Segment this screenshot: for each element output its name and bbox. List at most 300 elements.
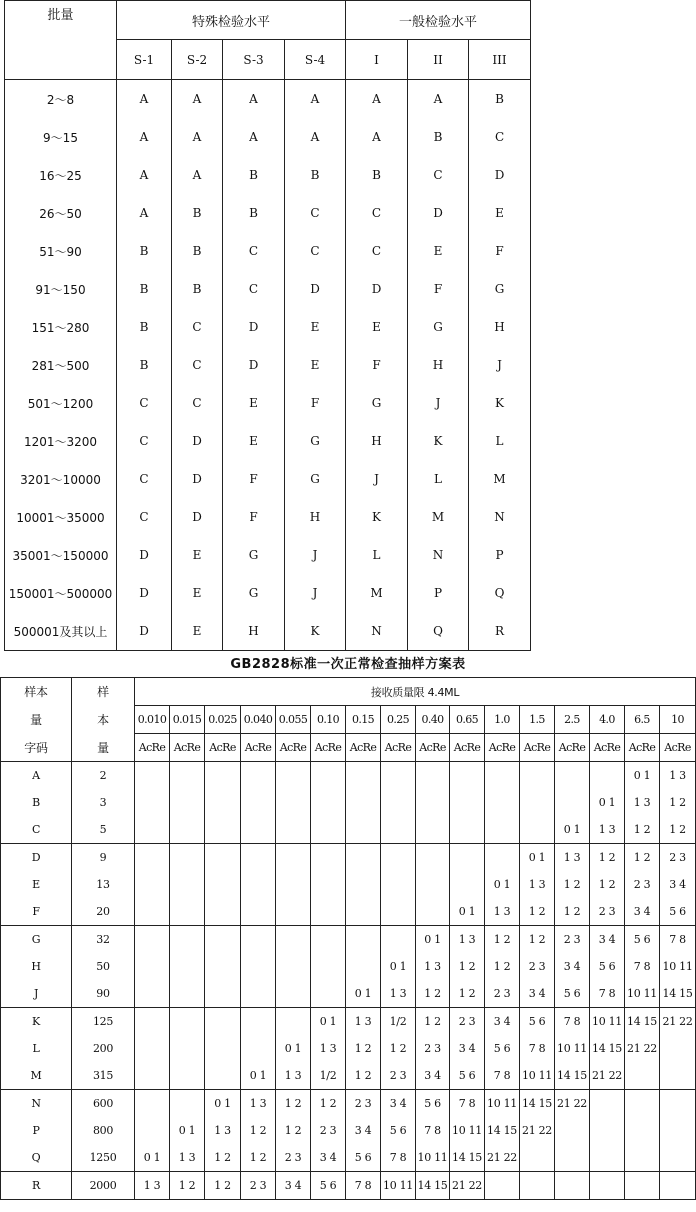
acre-value-cell: [276, 844, 311, 872]
code-letter-cell: A: [172, 156, 223, 194]
acre-value-cell: 0 1: [346, 980, 381, 1008]
acre-value-cell: [170, 1090, 205, 1118]
batch-size-cell: 3201～10000: [5, 460, 117, 498]
code-letter-cell: E: [346, 308, 408, 346]
batch-size-cell: 16～25: [5, 156, 117, 194]
code-letter-cell: C: [346, 232, 408, 270]
code-letter-cell: H: [469, 308, 531, 346]
acre-value-cell: [276, 789, 311, 816]
acre-value-cell: 1 2: [346, 1062, 381, 1090]
acre-value-cell: 2 3: [241, 1172, 276, 1200]
acre-value-cell: 1 3: [135, 1172, 170, 1200]
acre-value-cell: 1 2: [311, 1090, 346, 1118]
acre-value-cell: [170, 1008, 205, 1036]
code-letter-cell: B: [117, 346, 172, 384]
acre-value-cell: [170, 789, 205, 816]
acre-value-cell: 3 4: [416, 1062, 450, 1090]
code-letter-cell: D: [223, 308, 285, 346]
acre-value-cell: 2 3: [311, 1117, 346, 1144]
acre-value-cell: [416, 789, 450, 816]
sample-size-cell: 13: [72, 871, 135, 898]
sample-size-cell: 50: [72, 953, 135, 980]
acre-value-cell: [205, 844, 241, 872]
acre-value-cell: [381, 898, 416, 926]
code-letter-cell: C: [285, 232, 346, 270]
acre-value-cell: 1 2: [416, 980, 450, 1008]
acre-value-cell: 21 22: [555, 1090, 590, 1118]
level-row: [5, 232, 531, 270]
code-letter-cell: B: [117, 232, 172, 270]
sampling-row: [1, 1008, 696, 1036]
acre-value-cell: 1 3: [205, 1117, 241, 1144]
acre-value-cell: [311, 898, 346, 926]
acre-value-cell: [520, 1144, 555, 1172]
acre-value-cell: [135, 1062, 170, 1090]
acre-value-cell: 1 2: [485, 926, 520, 954]
acre-value-cell: [485, 844, 520, 872]
acre-value-cell: 21 22: [625, 1035, 660, 1062]
acre-value-cell: 1 2: [660, 789, 696, 816]
acre-value-cell: [660, 1062, 696, 1090]
size-header-1: 样: [72, 678, 135, 706]
aql-value-cell: 0.10: [311, 706, 346, 734]
code-letter-cell: C: [223, 232, 285, 270]
sampling-row: [1, 1090, 696, 1118]
acre-value-cell: 10 11: [625, 980, 660, 1008]
acre-value-cell: [590, 1090, 625, 1118]
acre-value-cell: [450, 762, 485, 790]
acre-value-cell: 14 15: [555, 1062, 590, 1090]
acre-value-cell: 1/2: [381, 1008, 416, 1036]
sample-code-cell: K: [1, 1008, 72, 1036]
acre-label-cell: AcRe: [625, 734, 660, 762]
sample-size-cell: 600: [72, 1090, 135, 1118]
code-letter-cell: B: [408, 118, 469, 156]
acre-value-cell: 1 2: [450, 980, 485, 1008]
code-letter-cell: J: [285, 536, 346, 574]
acre-value-cell: 7 8: [555, 1008, 590, 1036]
acre-value-cell: 1 2: [205, 1172, 241, 1200]
code-letter-cell: E: [285, 308, 346, 346]
code-letter-cell: G: [469, 270, 531, 308]
code-letter-cell: G: [223, 574, 285, 612]
acre-value-cell: [346, 898, 381, 926]
acre-value-cell: [520, 1172, 555, 1200]
acre-value-cell: 10 11: [450, 1117, 485, 1144]
acre-value-cell: 5 6: [555, 980, 590, 1008]
acre-value-cell: 14 15: [520, 1090, 555, 1118]
acre-value-cell: [346, 789, 381, 816]
level-s1: S-1: [117, 40, 172, 80]
acre-value-cell: 21 22: [520, 1117, 555, 1144]
acre-value-cell: [346, 816, 381, 844]
acre-value-cell: 7 8: [660, 926, 696, 954]
code-letter-cell: Q: [469, 574, 531, 612]
code-letter-cell: G: [285, 422, 346, 460]
acre-value-cell: [660, 1117, 696, 1144]
level-iii: III: [469, 40, 531, 80]
acre-value-cell: [485, 1172, 520, 1200]
acre-label-cell: AcRe: [660, 734, 696, 762]
acre-value-cell: [485, 762, 520, 790]
level-row: [5, 612, 531, 651]
acre-value-cell: [311, 816, 346, 844]
acre-value-cell: [276, 980, 311, 1008]
acre-value-cell: 14 15: [485, 1117, 520, 1144]
acre-value-cell: [205, 762, 241, 790]
acre-value-cell: 7 8: [416, 1117, 450, 1144]
special-level-header: 特殊检验水平: [117, 1, 346, 40]
acre-label-cell: AcRe: [205, 734, 241, 762]
code-letter-cell: E: [285, 346, 346, 384]
aql-value-cell: 0.025: [205, 706, 241, 734]
code-letter-cell: D: [172, 498, 223, 536]
level-s2: S-2: [172, 40, 223, 80]
sample-size-cell: 32: [72, 926, 135, 954]
acre-value-cell: 1 2: [205, 1144, 241, 1172]
code-letter-cell: A: [172, 118, 223, 156]
code-letter-cell: B: [346, 156, 408, 194]
acre-value-cell: [276, 816, 311, 844]
acre-value-cell: 5 6: [346, 1144, 381, 1172]
acre-value-cell: 2 3: [416, 1035, 450, 1062]
sampling-row: [1, 898, 696, 926]
code-letter-cell: A: [223, 118, 285, 156]
aql-value-cell: 0.25: [381, 706, 416, 734]
code-letter-cell: D: [285, 270, 346, 308]
acre-value-cell: 21 22: [450, 1172, 485, 1200]
acre-value-cell: [590, 1172, 625, 1200]
code-letter-cell: A: [408, 80, 469, 119]
batch-size-cell: 1201～3200: [5, 422, 117, 460]
code-letter-cell: A: [223, 80, 285, 119]
acre-value-cell: [555, 1144, 590, 1172]
acre-value-cell: [276, 926, 311, 954]
sample-size-cell: 90: [72, 980, 135, 1008]
acre-value-cell: 1 3: [276, 1062, 311, 1090]
acre-value-cell: [170, 871, 205, 898]
sample-code-cell: N: [1, 1090, 72, 1118]
acre-value-cell: [135, 1008, 170, 1036]
acre-value-cell: [381, 926, 416, 954]
acre-value-cell: [555, 762, 590, 790]
code-letter-cell: D: [172, 460, 223, 498]
sample-size-cell: 5: [72, 816, 135, 844]
sample-size-cell: 315: [72, 1062, 135, 1090]
code-letter-cell: F: [346, 346, 408, 384]
acre-value-cell: [241, 1008, 276, 1036]
acre-value-cell: 5 6: [311, 1172, 346, 1200]
sampling-row: [1, 1062, 696, 1090]
code-letter-cell: C: [117, 460, 172, 498]
code-letter-cell: E: [223, 384, 285, 422]
acre-value-cell: 5 6: [520, 1008, 555, 1036]
code-letter-cell: Q: [408, 612, 469, 651]
aql-value-cell: 10: [660, 706, 696, 734]
sample-code-cell: B: [1, 789, 72, 816]
sampling-row: [1, 1172, 696, 1200]
code-letter-cell: F: [223, 460, 285, 498]
aql-value-cell: 0.055: [276, 706, 311, 734]
level-row: [5, 156, 531, 194]
acre-value-cell: [416, 762, 450, 790]
acre-value-cell: [660, 1172, 696, 1200]
batch-size-header: 批量: [5, 1, 117, 80]
sampling-row: [1, 1117, 696, 1144]
acre-value-cell: [205, 871, 241, 898]
level-row: [5, 270, 531, 308]
level-ii: II: [408, 40, 469, 80]
level-row: [5, 384, 531, 422]
acre-value-cell: [241, 762, 276, 790]
sampling-plan-table: [0, 677, 696, 1200]
acre-value-cell: 0 1: [135, 1144, 170, 1172]
aql-value-cell: 0.40: [416, 706, 450, 734]
acre-value-cell: [311, 762, 346, 790]
acre-value-cell: [135, 953, 170, 980]
acre-value-cell: 5 6: [381, 1117, 416, 1144]
acre-value-cell: 3 4: [276, 1172, 311, 1200]
aql-value-cell: 0.015: [170, 706, 205, 734]
code-letter-cell: E: [223, 422, 285, 460]
sampling-row: [1, 816, 696, 844]
acre-value-cell: [311, 953, 346, 980]
code-letter-cell: C: [117, 384, 172, 422]
acre-value-cell: [170, 953, 205, 980]
batch-size-cell: 281～500: [5, 346, 117, 384]
code-letter-cell: C: [223, 270, 285, 308]
acre-value-cell: [205, 789, 241, 816]
acre-value-cell: [590, 762, 625, 790]
batch-size-cell: 51～90: [5, 232, 117, 270]
level-row: [5, 460, 531, 498]
acre-value-cell: [625, 1172, 660, 1200]
acre-value-cell: [450, 844, 485, 872]
code-letter-cell: L: [469, 422, 531, 460]
level-row: [5, 422, 531, 460]
acre-value-cell: 14 15: [660, 980, 696, 1008]
acre-value-cell: 1 3: [660, 762, 696, 790]
code-letter-cell: A: [346, 118, 408, 156]
acre-value-cell: 7 8: [450, 1090, 485, 1118]
sample-size-cell: 1250: [72, 1144, 135, 1172]
acre-label-cell: AcRe: [590, 734, 625, 762]
acre-value-cell: 2 3: [625, 871, 660, 898]
acre-value-cell: [346, 762, 381, 790]
acre-value-cell: 14 15: [416, 1172, 450, 1200]
batch-size-cell: 150001～500000: [5, 574, 117, 612]
acre-label-cell: AcRe: [311, 734, 346, 762]
acre-value-cell: 1/2: [311, 1062, 346, 1090]
acre-value-cell: 0 1: [170, 1117, 205, 1144]
code-letter-cell: F: [285, 384, 346, 422]
code-letter-cell: D: [469, 156, 531, 194]
code-letter-cell: H: [346, 422, 408, 460]
acre-label-cell: AcRe: [450, 734, 485, 762]
acre-value-cell: [241, 898, 276, 926]
acre-value-cell: [485, 789, 520, 816]
acre-value-cell: 7 8: [625, 953, 660, 980]
acre-value-cell: [381, 871, 416, 898]
inspection-level-table: [4, 0, 531, 651]
acre-value-cell: 7 8: [346, 1172, 381, 1200]
acre-value-cell: [135, 1035, 170, 1062]
batch-size-cell: 501～1200: [5, 384, 117, 422]
acre-value-cell: [276, 1008, 311, 1036]
level-row: [5, 80, 531, 119]
code-letter-cell: D: [223, 346, 285, 384]
acre-value-cell: [135, 926, 170, 954]
sample-code-cell: P: [1, 1117, 72, 1144]
acre-value-cell: 1 2: [276, 1090, 311, 1118]
acre-value-cell: 1 2: [346, 1035, 381, 1062]
acre-value-cell: 2 3: [346, 1090, 381, 1118]
acre-value-cell: 1 2: [520, 926, 555, 954]
acre-value-cell: 5 6: [625, 926, 660, 954]
acre-value-cell: 1 3: [311, 1035, 346, 1062]
level-s3: S-3: [223, 40, 285, 80]
code-letter-cell: C: [172, 308, 223, 346]
acre-value-cell: [555, 789, 590, 816]
acre-value-cell: [311, 844, 346, 872]
sample-code-cell: E: [1, 871, 72, 898]
acre-value-cell: [381, 816, 416, 844]
acre-value-cell: 7 8: [381, 1144, 416, 1172]
acre-value-cell: 1 2: [170, 1172, 205, 1200]
acre-label-cell: AcRe: [416, 734, 450, 762]
acre-value-cell: [170, 898, 205, 926]
acre-value-cell: [416, 898, 450, 926]
acre-value-cell: [205, 1035, 241, 1062]
level-row: [5, 574, 531, 612]
acre-value-cell: 1 2: [485, 953, 520, 980]
code-letter-cell: B: [172, 270, 223, 308]
code-letter-cell: F: [223, 498, 285, 536]
level-row: [5, 118, 531, 156]
acre-value-cell: [311, 871, 346, 898]
code-letter-cell: A: [285, 80, 346, 119]
acre-value-cell: 3 4: [485, 1008, 520, 1036]
acre-label-cell: AcRe: [520, 734, 555, 762]
code-letter-cell: A: [117, 118, 172, 156]
acre-value-cell: [170, 1035, 205, 1062]
acre-value-cell: [625, 1144, 660, 1172]
acre-value-cell: 1 3: [520, 871, 555, 898]
code-letter-cell: B: [117, 308, 172, 346]
acre-value-cell: 0 1: [381, 953, 416, 980]
acre-value-cell: [276, 762, 311, 790]
acre-value-cell: 1 2: [555, 898, 590, 926]
code-letter-cell: J: [285, 574, 346, 612]
code-letter-cell: M: [469, 460, 531, 498]
code-letter-cell: G: [285, 460, 346, 498]
acre-label-cell: AcRe: [485, 734, 520, 762]
batch-size-cell: 91～150: [5, 270, 117, 308]
acre-value-cell: [170, 762, 205, 790]
code-letter-cell: E: [408, 232, 469, 270]
batch-size-cell: 151～280: [5, 308, 117, 346]
acre-value-cell: [311, 789, 346, 816]
code-letter-cell: F: [408, 270, 469, 308]
acre-value-cell: [170, 1062, 205, 1090]
batch-size-cell: 500001及其以上: [5, 612, 117, 651]
level-s4: S-4: [285, 40, 346, 80]
aql-value-cell: 0.65: [450, 706, 485, 734]
acre-value-cell: 1 2: [241, 1117, 276, 1144]
code-letter-cell: C: [346, 194, 408, 232]
code-letter-cell: B: [285, 156, 346, 194]
sample-code-cell: Q: [1, 1144, 72, 1172]
acre-value-cell: 1 2: [520, 898, 555, 926]
code-letter-cell: A: [117, 194, 172, 232]
acre-value-cell: [205, 926, 241, 954]
acre-value-cell: 1 2: [625, 844, 660, 872]
acre-value-cell: 0 1: [311, 1008, 346, 1036]
acre-value-cell: 10 11: [555, 1035, 590, 1062]
acre-value-cell: [135, 844, 170, 872]
acre-value-cell: [135, 1090, 170, 1118]
acre-value-cell: [416, 844, 450, 872]
code-letter-cell: G: [408, 308, 469, 346]
size-header-2: 本: [72, 706, 135, 734]
level-row: [5, 346, 531, 384]
sampling-row: [1, 1035, 696, 1062]
code-letter-cell: P: [469, 536, 531, 574]
code-letter-cell: C: [172, 384, 223, 422]
acre-value-cell: 7 8: [485, 1062, 520, 1090]
acre-value-cell: [346, 926, 381, 954]
aql-value-cell: 1.5: [520, 706, 555, 734]
acre-value-cell: 5 6: [485, 1035, 520, 1062]
code-letter-cell: N: [408, 536, 469, 574]
code-letter-cell: F: [469, 232, 531, 270]
acre-value-cell: [311, 926, 346, 954]
acre-value-cell: 10 11: [485, 1090, 520, 1118]
sample-size-cell: 2000: [72, 1172, 135, 1200]
acre-value-cell: [555, 1117, 590, 1144]
acre-value-cell: [205, 980, 241, 1008]
code-header-1: 样本: [1, 678, 72, 706]
code-letter-cell: B: [469, 80, 531, 119]
sample-code-cell: D: [1, 844, 72, 872]
acre-value-cell: [170, 926, 205, 954]
code-letter-cell: D: [117, 612, 172, 651]
acre-value-cell: 5 6: [590, 953, 625, 980]
acre-value-cell: 1 3: [381, 980, 416, 1008]
acre-value-cell: 1 2: [450, 953, 485, 980]
acre-value-cell: 10 11: [381, 1172, 416, 1200]
aql-value-cell: 2.5: [555, 706, 590, 734]
acre-value-cell: 21 22: [660, 1008, 696, 1036]
code-letter-cell: G: [346, 384, 408, 422]
acre-value-cell: 1 3: [450, 926, 485, 954]
acre-value-cell: 3 4: [520, 980, 555, 1008]
code-letter-cell: E: [469, 194, 531, 232]
acre-value-cell: 0 1: [555, 816, 590, 844]
acre-value-cell: 2 3: [276, 1144, 311, 1172]
acre-value-cell: 5 6: [450, 1062, 485, 1090]
acre-value-cell: 1 2: [276, 1117, 311, 1144]
acre-value-cell: [135, 980, 170, 1008]
code-letter-cell: J: [469, 346, 531, 384]
code-letter-cell: D: [172, 422, 223, 460]
code-letter-cell: C: [469, 118, 531, 156]
acre-value-cell: [381, 762, 416, 790]
acre-value-cell: [135, 871, 170, 898]
acre-value-cell: [241, 1035, 276, 1062]
acre-value-cell: 3 4: [381, 1090, 416, 1118]
code-letter-cell: A: [172, 80, 223, 119]
